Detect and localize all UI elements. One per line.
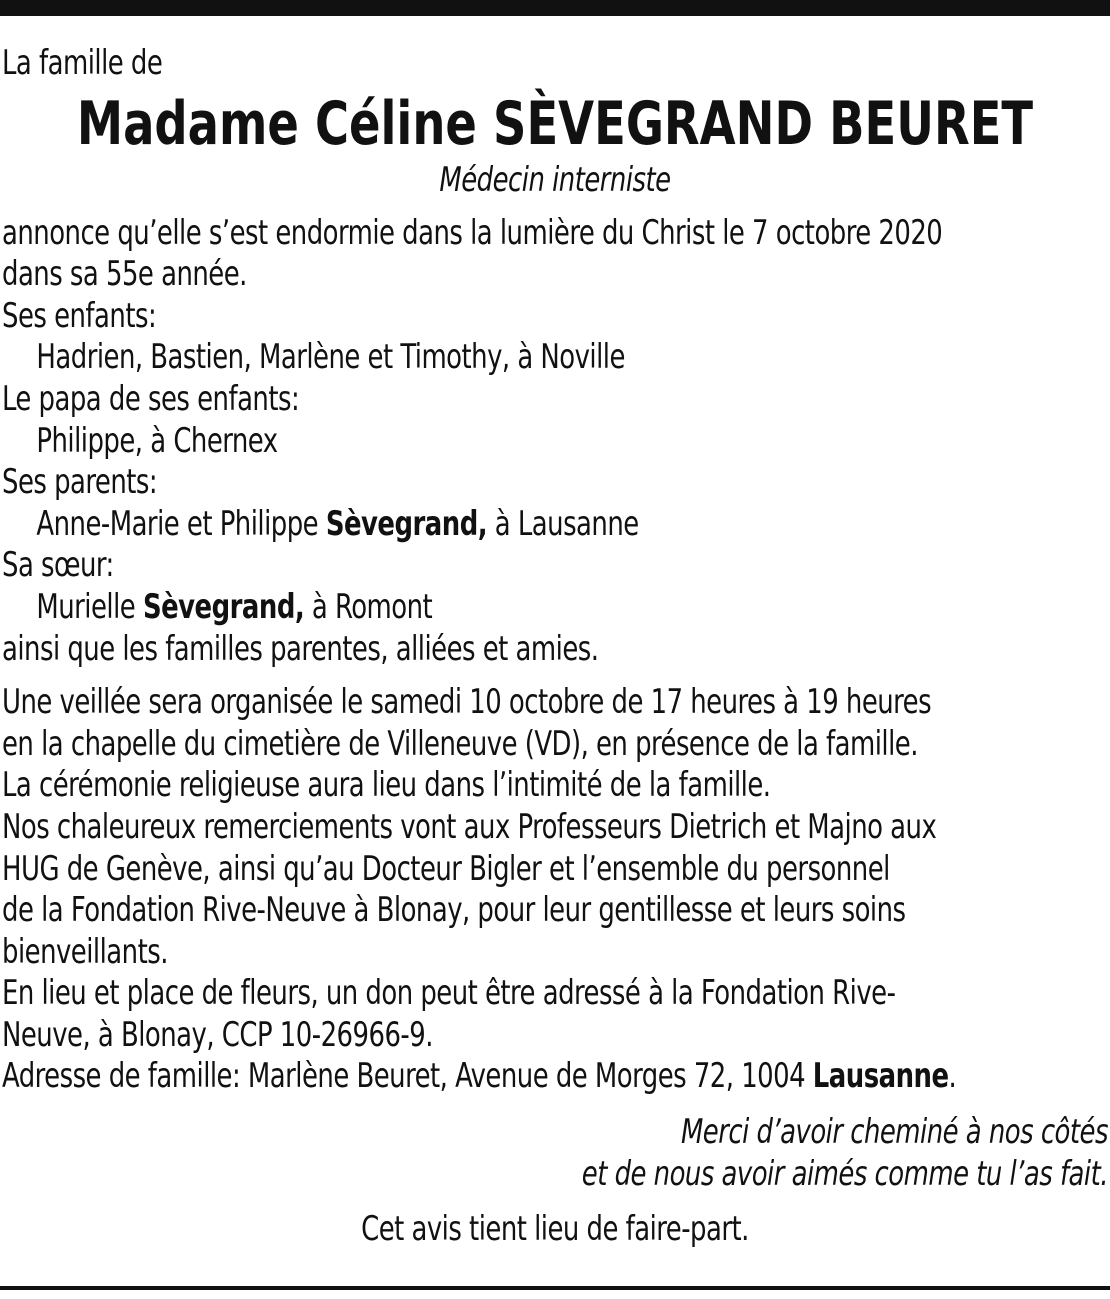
top-rule: [0, 0, 1110, 16]
thanks-line-4: bienveillants.: [2, 931, 168, 971]
parents-label: Ses parents:: [2, 462, 158, 502]
donation-line-2: Neuve, à Blonay, CCP 10-26966-9.: [2, 1014, 433, 1054]
deceased-name: Madame Céline SÈVEGRAND BEURET: [76, 88, 1034, 159]
thanks-line-2: HUG de Genève, ainsi qu’au Docteur Bigler et l’ensemble du personnel: [2, 848, 890, 888]
closing-line-2: et de nous avoir aimés comme tu l’as fait.: [581, 1153, 1108, 1193]
father-label: Le papa de ses enfants:: [2, 378, 300, 418]
parents-surname: Sèvegrand,: [325, 503, 488, 543]
intro-line: La famille de: [2, 43, 163, 82]
profession: Médecin interniste: [439, 159, 671, 199]
sister-name: [2, 586, 1108, 628]
paragraph-gap: [2, 669, 1108, 681]
sister-first-name: Murielle: [36, 586, 143, 626]
obituary-notice: [2, 42, 1108, 1250]
address-city: Lausanne: [812, 1056, 949, 1096]
closing-line-1: Merci d’avoir cheminé à nos côtés: [680, 1112, 1108, 1152]
address-end: .: [948, 1056, 957, 1096]
donation-line-1: En lieu et place de fleurs, un don peut être adressé à la Fondation Rive-: [2, 973, 896, 1013]
sister-label: Sa sœur:: [2, 545, 114, 585]
thanks-line-3: de la Fondation Rive-Neuve à Blonay, pour leur gentillesse et leurs soins: [2, 890, 906, 930]
parents-names: [2, 503, 1108, 545]
parents-first-names: Anne-Marie et Philippe: [36, 503, 326, 543]
father-name: Philippe, à Chernex: [36, 420, 278, 460]
announcement-line-2: dans sa 55e année.: [2, 254, 247, 294]
announcement-line-1: annonce qu’elle s’est endormie dans la lumière du Christ le 7 octobre 2020: [2, 212, 943, 252]
ceremony-line: La cérémonie religieuse aura lieu dans l’intimité de la famille.: [2, 765, 771, 805]
children-names: Hadrien, Bastien, Marlène et Timothy, à Noville: [36, 337, 625, 377]
closing-quote: [2, 1111, 1108, 1194]
address-text: Adresse de famille: Marlène Beuret, Avenue de Morges 72, 1004: [2, 1056, 813, 1096]
sister-place: à Romont: [304, 586, 433, 626]
relatives-line: ainsi que les familles parentes, alliées et amies.: [2, 628, 599, 668]
bottom-rule: [0, 1286, 1110, 1290]
children-label: Ses enfants:: [2, 295, 157, 335]
faire-part-line: Cet avis tient lieu de faire-part.: [361, 1209, 749, 1249]
family-address: [2, 1055, 1108, 1097]
vigil-line-1: Une veillée sera organisée le samedi 10 octobre de 17 heures à 19 heures: [2, 682, 932, 722]
thanks-line-1: Nos chaleureux remerciements vont aux Professeurs Dietrich et Majno aux: [2, 806, 937, 846]
parents-place: à Lausanne: [487, 503, 639, 543]
vigil-line-2: en la chapelle du cimetière de Villeneuve (VD), en présence de la famille.: [2, 723, 918, 763]
sister-surname: Sèvegrand,: [142, 586, 305, 626]
